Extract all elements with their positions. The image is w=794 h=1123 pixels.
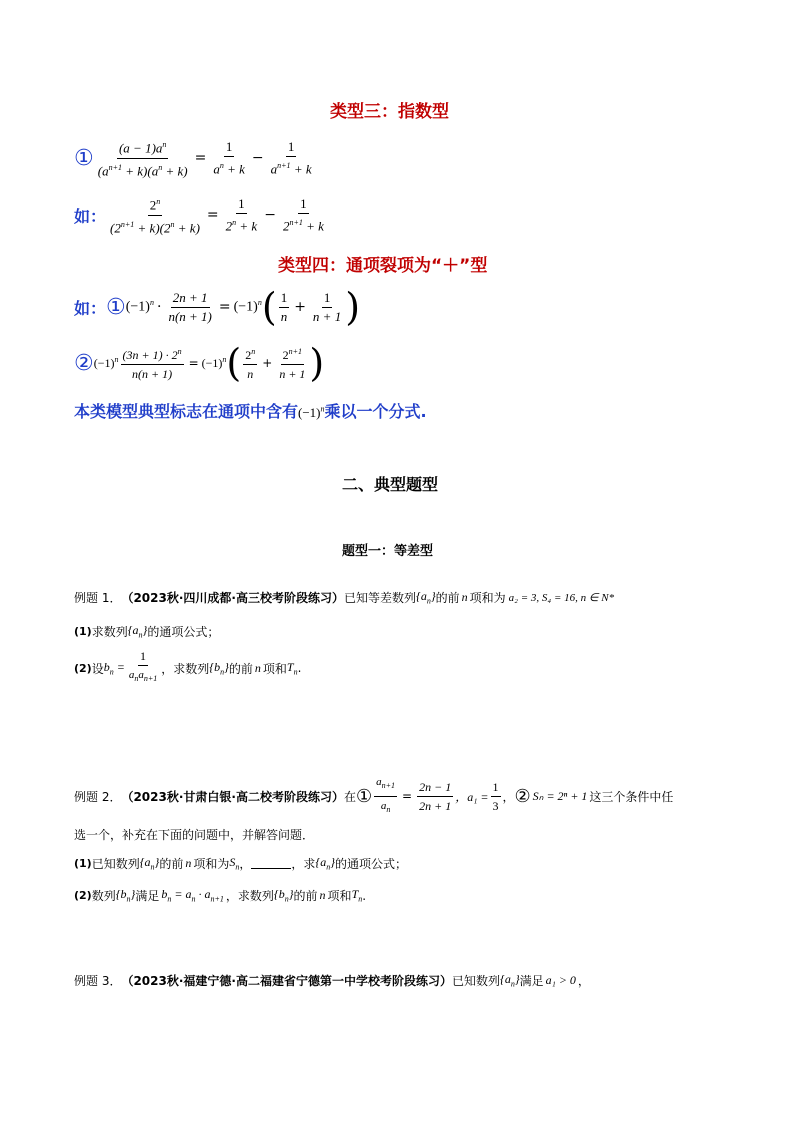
- ex3-text2: 满足: [519, 974, 544, 988]
- example-2-line-2: 选一个，补充在下面的问题中，并解答问题．: [74, 828, 315, 842]
- ex1-p1-b: 的通项公式；: [147, 625, 220, 639]
- t4-f2-rhs1: $\frac{2^n}{n}$: [243, 344, 257, 382]
- ex2-p2-c: ，求数列: [225, 889, 274, 903]
- t4-f2-rhs2: $\frac{2^{n+1}}{n + 1}$: [277, 344, 307, 382]
- ex3-source: （2023秋·福建宁德·高二福建省宁德第一中学校考阶段练习）: [121, 974, 452, 988]
- section-heading: 二、典型题型: [342, 475, 439, 494]
- f1-rhs1-fraction: $\frac{1}{a^n + k}$: [213, 138, 245, 177]
- ex2-label: 例题 2．: [74, 789, 122, 804]
- ex1-p2-num: (2): [74, 661, 92, 675]
- ex1-p2-d: 项和: [262, 661, 287, 676]
- ex2-p1-num: (1): [74, 857, 92, 870]
- example-3-stem: 例题 3． （2023秋·福建宁德·高二福建省宁德第一中学校考阶段练习） 已知数列 $\{a_n\}$ 满足 a₁ > 0 ，: [74, 972, 590, 989]
- ex2-a1-fraction: $\frac{1}{3}$: [492, 779, 499, 813]
- example-2-part-1: (1) 已知数列 $\{a_n\}$ 的前 n 项和为 $S_n$ ， ，求 $\{a_n\}$ 的通项公式；: [74, 855, 408, 872]
- ex1-bn-fraction: $\frac{1}{a_na_{n+1}}$: [128, 649, 158, 684]
- ex3-text1: 已知数列: [451, 974, 500, 988]
- circled-one-b: ①: [106, 294, 126, 320]
- ex2-tail: 这三个条件中任: [589, 789, 674, 804]
- t4-f1-rhs2: $\frac{1}{n + 1}$: [312, 289, 342, 324]
- type4-formula-1: 如： ① $(-1)^n$ · $\frac{2n + 1}{n(n + 1)}$ = $(-1)^n$ ( $\frac{1}{n}$ + $\frac{1}{n + 1}$ ): [74, 285, 361, 329]
- ex1-p2-c: 的前: [228, 661, 253, 676]
- ex2-circled-two: ②: [514, 785, 531, 807]
- ex2-p2-e: 项和: [327, 889, 352, 903]
- type3-example: 如： $\frac{2^n}{(2^{n+1} + k)(2^n + k)}$ = $\frac{1}{2^n + k}$ − $\frac{1}{2^{n+1} + k}$: [74, 195, 324, 235]
- note-suffix: 乘以一个分式.: [324, 402, 427, 421]
- ex2-source: （2023秋·甘肃白银·高二校考阶段练习）: [121, 789, 344, 804]
- ex2-p1-a: 已知数列: [91, 857, 140, 871]
- ex3-text3: ，: [577, 974, 590, 988]
- f1-lhs-fraction: $\frac{(a - 1)a^n}{(a^{n+1} + k)(a^n + k)}$: [96, 137, 190, 179]
- ex2-p1-b: 的前: [159, 857, 184, 871]
- ex1-text1: 已知等差数列: [343, 591, 416, 605]
- fill-in-blank[interactable]: [251, 858, 291, 869]
- ex2-p2-num: (2): [74, 889, 92, 902]
- example-1-part-1: (1) 求数列 $\{a_n\}$ 的通项公式；: [74, 623, 220, 640]
- note-prefix: 本类模型典型标志在通项中含有: [74, 402, 299, 421]
- ex1-text3: 项和为: [469, 591, 506, 605]
- ex2-p1-f: 的通项公式；: [335, 857, 408, 871]
- ex3-label: 例题 3．: [74, 974, 122, 988]
- ex2-ratio-fraction: $\frac{a_{n+1}}{a_n}$: [376, 776, 396, 814]
- ex1-source: （2023秋·四川成都·高三校考阶段练习）: [121, 591, 344, 605]
- ex2-a1: ，a₁ =: [455, 789, 489, 804]
- ex2-p2-a: 数列: [91, 889, 116, 903]
- ex1-p2-b: ，求数列: [161, 661, 210, 676]
- example-label-2: 如：: [74, 298, 107, 318]
- ex2-text-in: 在: [343, 789, 356, 804]
- t4-f1-fraction: $\frac{2n + 1}{n(n + 1)}$: [168, 289, 212, 324]
- type3-heading: 类型三：指数型: [330, 102, 449, 122]
- circled-two: ②: [74, 350, 94, 376]
- type4-note: 本类模型典型标志在通项中含有$(-1)^n$乘以一个分式.: [74, 402, 427, 421]
- ex2-sn: Sₙ = 2ⁿ + 1: [532, 788, 588, 803]
- ex2-rhs-fraction: $\frac{2n - 1}{2n + 1}$: [419, 779, 452, 813]
- example-1-part-2: (2) 设 $b_n$ = $\frac{1}{a_na_{n+1}}$ ，求数列 $\{b_n\}$ 的前 n 项和 $T_n$ .: [74, 648, 301, 688]
- ex-rhs2-fraction: $\frac{1}{2^{n+1} + k}$: [282, 195, 324, 234]
- ex2-circled-one: ①: [356, 785, 373, 807]
- ex1-text2: 的前: [435, 591, 460, 605]
- ex-lhs-fraction: $\frac{2^n}{(2^{n+1} + k)(2^n + k)}$: [108, 194, 202, 236]
- t4-f1-rhs1: $\frac{1}{n}$: [280, 289, 288, 324]
- type4-formula-2: ② $(-1)^n$ $\frac{(3n + 1) \cdot 2^n}{n(n + 1)}$ = $(-1)^n$ ( $\frac{2^n}{n}$ + $\frac{2^{n+1}}{n + 1}$ ): [74, 341, 325, 385]
- ex1-p1-a: 求数列: [91, 625, 128, 639]
- circled-one: ①: [74, 145, 94, 171]
- ex2-p1-d: ，: [239, 857, 252, 871]
- ex1-p2-e: .: [297, 661, 302, 675]
- ex2-p2-d: 的前: [293, 889, 318, 903]
- ex1-condition: a₂ = 3, S₄ = 16, n ∈ N*: [508, 592, 615, 604]
- t4-f2-fraction: $\frac{(3n + 1) \cdot 2^n}{n(n + 1)}$: [121, 344, 184, 382]
- ex1-label: 例题 1．: [74, 591, 122, 605]
- example-2-part-2: (2) 数列 $\{b_n\}$ 满足 $b_n = a_n \cdot a_{n+1}$ ，求数列 $\{b_n\}$ 的前 n 项和 $T_n$ .: [74, 887, 367, 904]
- type4-heading: 类型四：通项裂项为“＋”型: [278, 256, 488, 276]
- sub-heading: 题型一：等差型: [342, 544, 434, 559]
- type3-formula-1: ① $\frac{(a - 1)a^n}{(a^{n+1} + k)(a^n + k)}$ = $\frac{1}{a^n + k}$ − $\frac{1}{a^{n+1} + k}$: [74, 138, 312, 178]
- ex2-p1-c: 项和为: [193, 857, 230, 871]
- ex2-p2-f: .: [362, 888, 367, 903]
- f1-rhs2-fraction: $\frac{1}{a^{n+1} + k}$: [270, 138, 312, 177]
- example-2-stem: 例题 2． （2023秋·甘肃白银·高二校考阶段练习） 在 ① $\frac{a_{n+1}}{a_n}$ = $\frac{2n - 1}{2n + 1}$ ，a₁ = $\frac{1}{3}$ ， ② Sₙ = 2ⁿ + 1 这三个条件中任: [74, 775, 673, 817]
- ex-rhs1-fraction: $\frac{1}{2^n + k}$: [225, 195, 258, 234]
- example-label: 如：: [74, 206, 107, 226]
- ex2-p1-e: ，求: [291, 857, 316, 871]
- ex3-condition: a₁ > 0: [545, 973, 576, 987]
- ex1-p1-num: (1): [74, 625, 92, 638]
- ex1-p2-a: 设: [91, 661, 104, 676]
- ex2-p2-b: 满足: [135, 889, 160, 903]
- example-1-stem: 例题 1． （2023秋·四川成都·高三校考阶段练习） 已知等差数列 $\{a_n\}$ 的前 n 项和为 a₂ = 3, S₄ = 16, n ∈ N*: [74, 589, 615, 606]
- ex2-sep: ，: [502, 789, 515, 804]
